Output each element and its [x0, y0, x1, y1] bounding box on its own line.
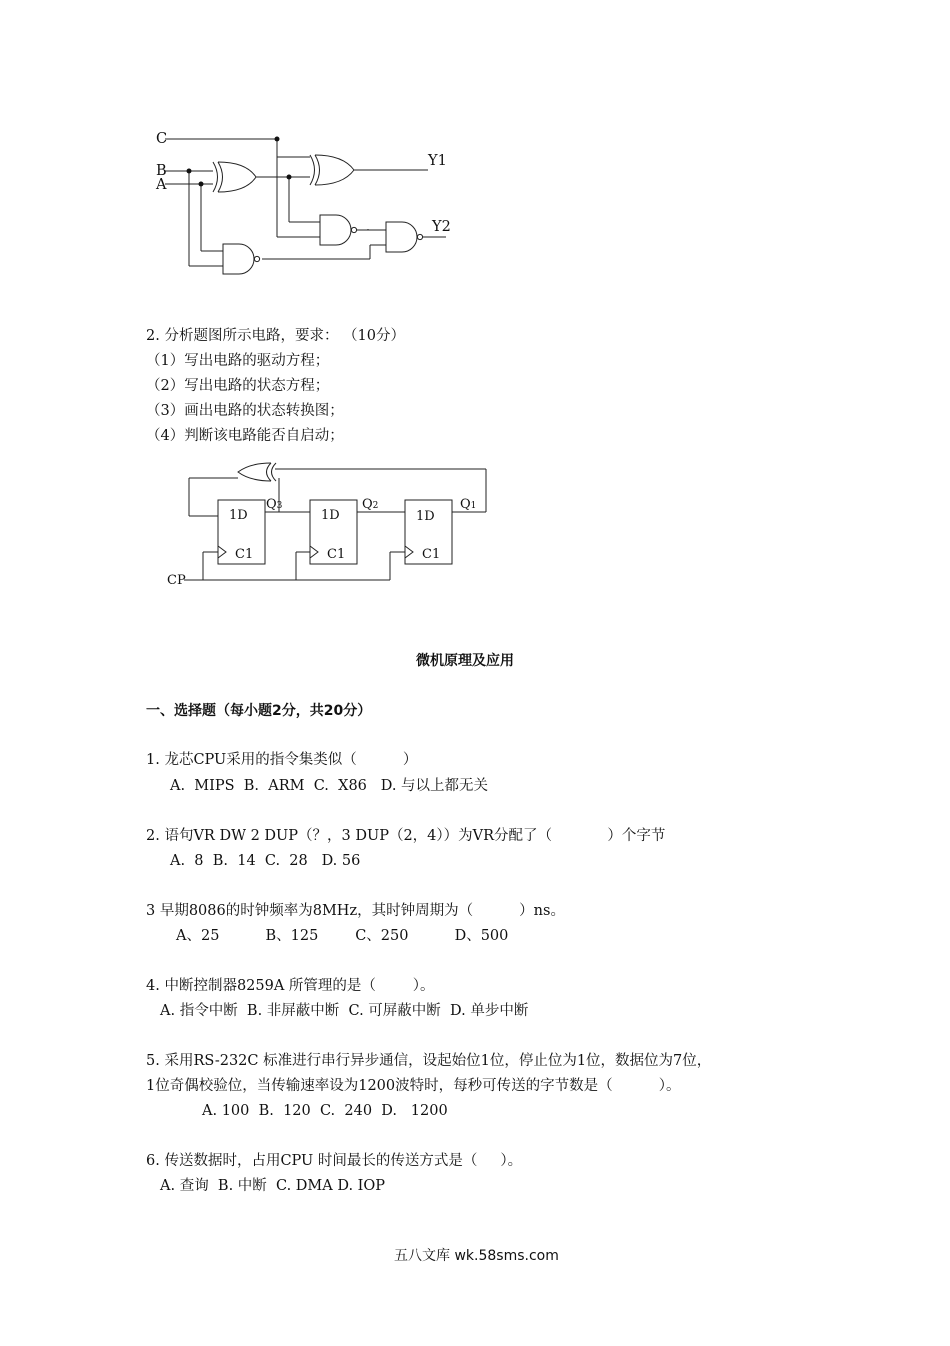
question-stem: 3 早期8086的时钟频率为8MHz，其时钟周期为（ ）ns。 [146, 903, 565, 919]
question-2-item: （1）写出电路的驱动方程； [146, 353, 330, 369]
output-y1-label: Y1 [428, 153, 447, 169]
output-y2-label: Y2 [432, 219, 451, 235]
question-stem: 2. 语句VR DW 2 DUP（？，3 DUP（2，4））为VR分配了（ ）个字节 [146, 828, 666, 844]
ff3-d-label: 1D [229, 508, 248, 523]
question-stem: 4. 中断控制器8259A 所管理的是（ ）。 [146, 978, 435, 994]
ff3-c-label: C1 [235, 547, 254, 562]
q1-label [460, 496, 476, 515]
question-stem: 1. 龙芯CPU采用的指令集类似（ ） [146, 752, 418, 768]
question-options: A. 100 B. 120 C. 240 D. 1200 [202, 1103, 448, 1119]
question-stem: 6. 传送数据时，占用CPU 时间最长的传送方式是（ ）。 [146, 1153, 523, 1169]
ff2-c-label: C1 [327, 547, 346, 562]
section-title: 微机原理及应用 [416, 653, 514, 669]
question-2-title: 2. 分析题图所示电路，要求： （10分） [146, 328, 406, 344]
ff1-d-label: 1D [416, 509, 435, 524]
q2-subscript: 2 [372, 501, 379, 511]
question-options: A. 8 B. 14 C. 28 D. 56 [170, 853, 361, 869]
question-2-item: （4）判断该电路能否自启动； [146, 428, 344, 444]
input-b-label: B [156, 163, 167, 179]
q3-label [266, 496, 282, 515]
input-a-label: A [156, 177, 167, 193]
question-2-item: （3）画出电路的状态转换图； [146, 403, 344, 419]
question-options: A. MIPS B. ARM C. X86 D. 与以上都无关 [170, 778, 489, 794]
ff1-c-label: C1 [422, 547, 441, 562]
input-c-label: C [156, 131, 168, 147]
question-options: A、25 B、125 C、250 D、500 [176, 928, 509, 944]
question-options: A. 查询 B. 中断 C. DMA D. IOP [160, 1178, 386, 1194]
q2-label [362, 496, 378, 515]
question-stem-continued: 1位奇偶校验位，当传输速率设为1200波特时，每秒可传送的字节数是（ ）。 [146, 1078, 681, 1094]
q3-subscript: 3 [276, 501, 283, 511]
q3-letter: Q [266, 497, 277, 512]
part-heading: 一、选择题（每小题2分，共20分） [146, 703, 372, 719]
q1-letter: Q [460, 497, 471, 512]
ff2-d-label: 1D [321, 508, 340, 523]
question-options: A. 指令中断 B. 非屏蔽中断 C. 可屏蔽中断 D. 单步中断 [160, 1003, 529, 1019]
question-2-item: （2）写出电路的状态方程； [146, 378, 330, 394]
q1-subscript: 1 [470, 501, 477, 511]
clock-label: CP [167, 573, 186, 588]
question-stem: 5. 采用RS-232C 标准进行串行异步通信，设起始位1位，停止位为1位，数据位为7位， [146, 1053, 712, 1069]
page-footer: 五八文库 wk.58sms.com [394, 1248, 559, 1264]
q2-letter: Q [362, 497, 373, 512]
